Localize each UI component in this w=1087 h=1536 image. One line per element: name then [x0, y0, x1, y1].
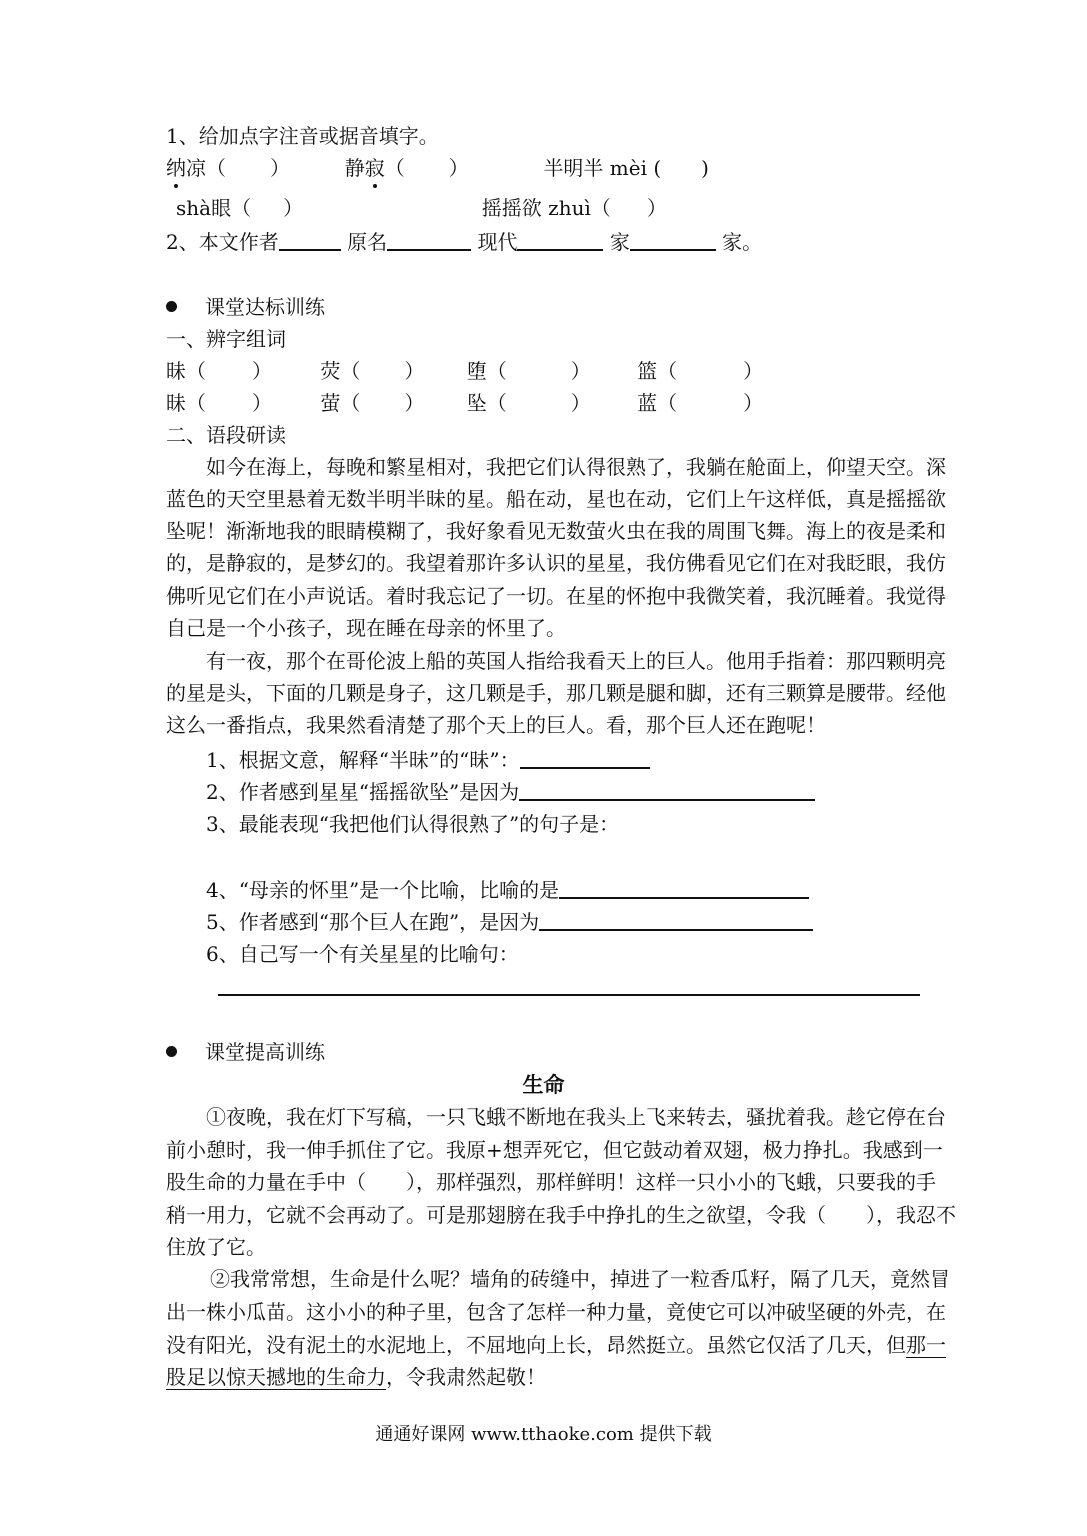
- passage-line: 没有阳光，没有泥土的水泥地上，不屈地向上长，昂然挺立。虽然它仅活了几天，但那一: [166, 1333, 946, 1357]
- passage-line: 稍一用力，它就不会再动了。可是那翅膀在我手中挣扎的生之欲望，令我（ ），我忍不: [166, 1203, 956, 1227]
- reading-line: 的，是静寂的，是梦幻的。我望着那许多认识的星星，我仿佛看见它们在对我眨眼，我仿: [166, 551, 946, 575]
- word-group-row-2: 昧（ ） 萤（ ） 坠（ ） 蓝（ ）: [166, 391, 764, 415]
- section-heading-1: 课堂达标训练: [166, 293, 325, 321]
- dotted-char: 纳: [166, 156, 186, 180]
- answer-blank[interactable]: [279, 229, 341, 251]
- reading-question-6: 6、自己写一个有关星星的比喻句：: [206, 942, 519, 966]
- reading-question-5: 5、作者感到“那个巨人在跑”，是因为: [206, 908, 813, 936]
- answer-blank[interactable]: [520, 747, 650, 769]
- answer-line[interactable]: [218, 994, 920, 996]
- reading-question-3: 3、最能表现“我把他们认得很熟了”的句子是：: [206, 812, 620, 836]
- passage-line: 前小憩时，我一伸手抓住了它。我原+想弄死它，但它鼓动着双翅，极力挣扎。我感到一: [166, 1138, 943, 1162]
- answer-blank[interactable]: [387, 229, 471, 251]
- reading-line: 的星是头，下面的几颗是身子，这几颗是手，那几颗是腿和脚，还有三颗算是腰带。经他: [166, 681, 946, 705]
- reading-line: 如今在海上，每晚和繁星相对，我把它们认得很熟了，我躺在舱面上，仰望天空。深: [206, 455, 946, 479]
- reading-question-2: 2、作者感到星星“摇摇欲坠”是因为: [206, 778, 815, 806]
- reading-line: 坠呢！渐渐地我的眼睛模糊了，我好象看见无数萤火虫在我的周围飞舞。海上的夜是柔和: [166, 519, 946, 543]
- reading-question-4: 4、“母亲的怀里”是一个比喻，比喻的是: [206, 876, 809, 904]
- passage-line: 出一株小瓜苗。这小小的种子里，包含了怎样一种力量，竟使它可以冲破坚硬的外壳，在: [166, 1300, 946, 1324]
- passage-line: ①夜晚，我在灯下写稿，一只飞蛾不断地在我头上飞来转去，骚扰着我。趁它停在台: [206, 1105, 946, 1129]
- passage-title: 生命: [522, 1072, 565, 1097]
- page-footer: 通通好课网 www.tthaoke.com 提供下载: [375, 1424, 712, 1445]
- reading-line: 蓝色的天空里悬着无数半明半昧的星。船在动，星也在动，它们上午这样低，真是摇摇欲: [166, 487, 946, 511]
- underlined-phrase: 股足以惊天撼地的生命力: [166, 1365, 386, 1389]
- reading-question-1: 1、根据文意，解释“半昧”的“昧”：: [206, 746, 650, 774]
- passage-line: 股生命的力量在手中（ ），那样强烈，那样鲜明！这样一只小小的飞蛾，只要我的手: [166, 1170, 936, 1194]
- dotted-char: 寂: [364, 156, 385, 180]
- question-2: 2、本文作者 原名 现代 家 家。: [166, 230, 763, 254]
- pinyin-row-2: shà眼（ ） 摇摇欲 zhuì（ ）: [176, 196, 667, 220]
- bullet-icon: [166, 1046, 177, 1057]
- pinyin-row-1: 纳凉（ ） 静寂（ ） 半明半 mèi ( ): [166, 156, 709, 180]
- reading-line: 这么一番指点，我果然看清楚了那个天上的巨人。看，那个巨人还在跑呢！: [166, 713, 826, 737]
- subheading-reading: 二、语段研读: [166, 423, 286, 447]
- bullet-icon: [166, 301, 177, 312]
- subheading-word-groups: 一、辨字组词: [166, 327, 286, 351]
- reading-line: 佛听见它们在小声说话。着时我忘记了一切。在星的怀抱中我微笑着，我沉睡着。我觉得: [166, 584, 946, 608]
- section-heading-2: 课堂提高训练: [166, 1038, 325, 1066]
- answer-blank[interactable]: [519, 779, 815, 801]
- passage-line: 股足以惊天撼地的生命力，令我肃然起敬！: [166, 1365, 546, 1389]
- reading-line: 有一夜，那个在哥伦波上船的英国人指给我看天上的巨人。他用手指着：那四颗明亮: [206, 649, 946, 673]
- word-group-row-1: 昧（ ） 荧（ ） 堕（ ） 篮（ ）: [166, 359, 764, 383]
- question-1: 1、给加点字注音或据音填字。: [166, 124, 439, 148]
- answer-blank[interactable]: [630, 229, 716, 251]
- answer-blank[interactable]: [559, 877, 809, 899]
- underlined-phrase: 那一: [906, 1333, 946, 1357]
- answer-blank[interactable]: [517, 229, 603, 251]
- reading-line: 自己是一个小孩子，现在睡在母亲的怀里了。: [166, 616, 566, 640]
- passage-line: 住放了它。: [166, 1235, 266, 1259]
- answer-blank[interactable]: [539, 909, 813, 931]
- passage-line: ②我常常想，生命是什么呢？墙角的砖缝中，掉进了一粒香瓜籽，隔了几天，竟然冒: [210, 1267, 950, 1291]
